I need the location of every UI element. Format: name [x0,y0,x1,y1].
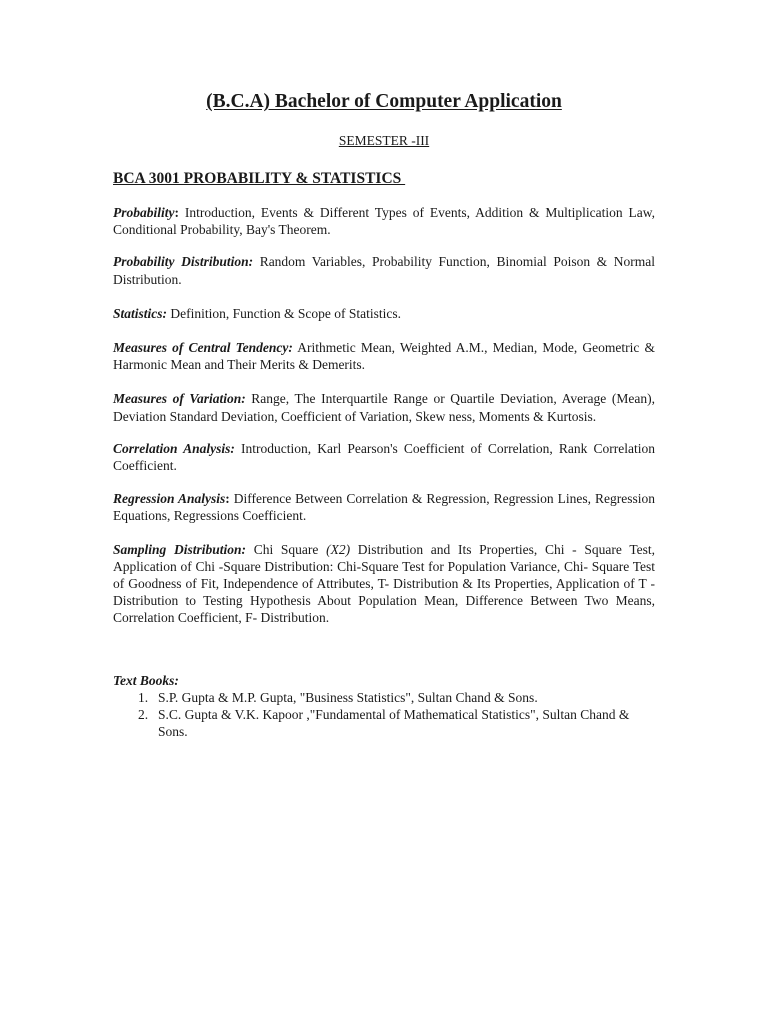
topic-probability [113,204,655,238]
topic-text: Chi Square [246,541,327,557]
semester-label: SEMESTER -III [338,133,430,148]
topic-text: Range, The Interquartile Range or Quartile Deviation, Average (Mean), Deviation Standard Deviation, Coefficient of Variation, Skew ness, Moments & Kurtosis. [113,391,655,424]
chi-square-symbol: (X2) [326,541,351,557]
topic-separator: : [225,491,230,507]
text-books-list [113,689,655,741]
topic-sampling-distribution [113,541,655,627]
text-books-heading: Text Books: [113,672,179,688]
topic-statistics [113,305,655,322]
topic-label: Sampling Distribution: [113,541,246,557]
course-heading: BCA 3001 PROBABILITY & STATISTICS [113,170,406,187]
book-citation: S.P. Gupta & M.P. Gupta, "Business Statistics", Sultan Chand & Sons. [158,689,538,705]
topic-correlation-analysis [113,440,655,474]
topic-text: Introduction, Events & Different Types of Events, Addition & Multiplication Law, Conditional Probability, Bay's Theorem. [113,205,655,238]
topic-label: Probability Distribution: [113,254,254,270]
list-item [113,706,638,740]
syllabus-page [113,88,655,740]
list-number: 2. [138,706,149,722]
topic-text: Arithmetic Mean, Weighted A.M., Median, Mode, Geometric & Harmonic Mean and Their Merits & Demerits. [113,340,656,373]
topic-text: Definition, Function & Scope of Statistics. [167,305,401,321]
topic-text: Difference Between Correlation & Regression, Regression Lines, Regression Equations, Regressions Coefficient. [113,491,655,524]
topic-text: Distribution and Its Properties, Chi - Square Test, Application of Chi -Square Distribution: Chi-Square Test for Population Variance, Chi- Square Test of Goodness of Fit, Independence of Attributes, T- Distribution & Its Properties, Application of T - Distribution to Testing Hypothesis About Population Mean, Difference Between Two Means, Correlation Coefficient, F- Distribution. [113,541,656,626]
topic-separator: : [174,205,179,220]
topic-text: Random Variables, Probability Function, Binomial Poison & Normal Distribution. [113,254,655,287]
topic-measures-of-variation [113,390,655,424]
topic-central-tendency [113,339,655,373]
topic-label: Measures of Central Tendency: [113,340,293,356]
topic-label: Statistics: [113,305,168,321]
topic-label: Measures of Variation: [113,391,246,407]
topic-label: Correlation Analysis: [113,440,235,456]
document-title: (B.C.A) Bachelor of Computer Application [206,91,562,112]
topic-label: Probability [113,205,175,220]
book-citation: S.C. Gupta & V.K. Kapoor ,"Fundamental of Mathematical Statistics", Sultan Chand & Sons. [158,706,630,740]
topic-text: Introduction, Karl Pearson's Coefficient of Correlation, Rank Correlation Coefficient. [113,440,655,474]
topic-regression-analysis [113,490,655,524]
list-item [113,689,638,706]
topic-label: Regression Analysis [113,491,226,507]
list-number: 1. [138,689,149,705]
topic-probability-distribution [113,253,655,287]
